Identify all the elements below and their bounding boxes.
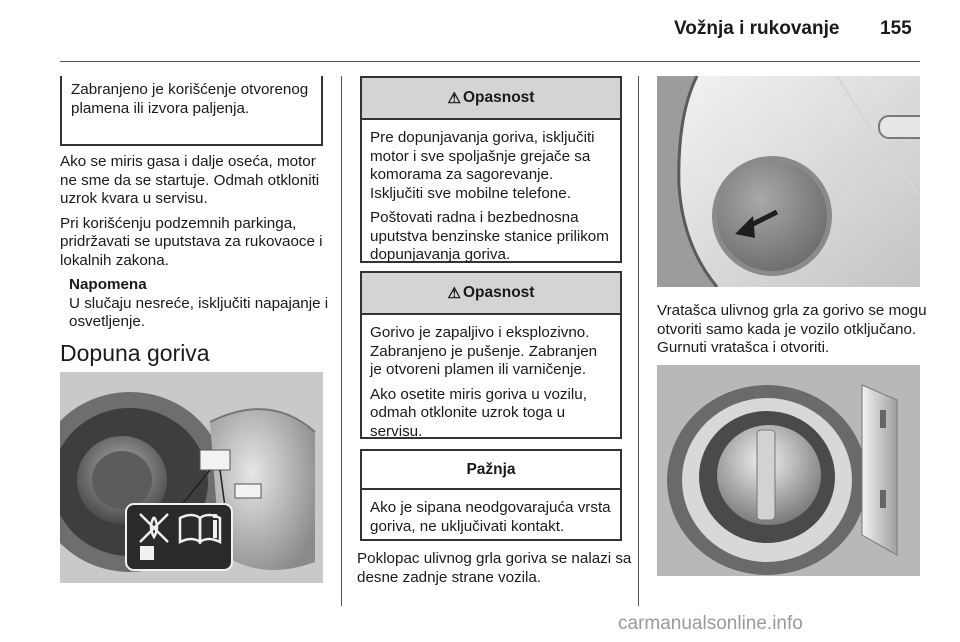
warning-box-2 [360, 271, 622, 439]
figure-caption: Vratašca ulivnog grla za gorivo se mogu otvoriti samo kada je vozilo otključano. Gurnuti vratašca i otvoriti. [657, 302, 927, 356]
column-divider-2 [638, 76, 639, 606]
column-3-caption [657, 302, 927, 358]
warning-header [362, 273, 620, 315]
paragraph: Pri korišćenju podzemnih parkinga, pridržavati se uputstava za rukovaoce i lokalnih zakona. [60, 214, 323, 269]
warning-text: Isključiti sve mobilne telefone. [370, 184, 571, 202]
section-title: Dopuna goriva [60, 340, 210, 366]
fuel-filler-label-photo [60, 372, 323, 583]
warning-box-1 [360, 76, 622, 263]
caution-text: Ako je sipana neodgovarajuća vrsta goriva, ne uključivati kontakt. [370, 499, 611, 535]
column-1-text [60, 153, 335, 332]
header-rule [60, 61, 920, 62]
warning-text: Ako osetite miris goriva u vozilu, odmah otklonite uzrok toga u servisu. [370, 385, 587, 440]
caution-body [362, 490, 620, 544]
warning-text: Gorivo je zapaljivo i eksplozivno. Zabranjeno je pušenje. Zabranjen je otvoreni plamen ili varničenje. [370, 324, 598, 378]
box-text: Zabranjeno je korišćenje otvorenog plamena ili izvora paljenja. [71, 81, 309, 117]
note [60, 276, 335, 332]
warning-title: Opasnost [462, 89, 535, 106]
fuel-door-closed-photo [657, 76, 920, 287]
fuel-filler-label-illustration [60, 372, 323, 583]
column-2-caption [357, 550, 637, 587]
warning-triangle-icon: ⚠ [447, 285, 461, 302]
warning-body [362, 315, 620, 449]
warning-text: Pre dopunjavanja goriva, isključiti motor i sve spoljašnje grejače sa komorama za sagorevanje. [370, 129, 595, 183]
warning-triangle-icon: ⚠ [447, 90, 461, 107]
warning-title: Opasnost [462, 284, 535, 301]
warning-body [362, 120, 620, 273]
fuel-door-closed-illustration [657, 76, 920, 287]
caution-box [360, 449, 622, 541]
fuel-door-open-photo [657, 365, 920, 576]
column-divider-1 [341, 76, 342, 606]
note-title: Napomena [69, 276, 147, 293]
fuel-cap-open-illustration [657, 365, 920, 576]
note-text: U slučaju nesreće, isključiti napajanje i osvetljenje. [69, 294, 329, 330]
watermark: carmanualsonline.info [618, 613, 803, 634]
figure-caption: Poklopac ulivnog grla goriva se nalazi sa desne zadnje strane vozila. [357, 550, 632, 586]
page-number: 155 [880, 18, 912, 39]
caution-header: Pažnja [362, 451, 620, 490]
paragraph: Ako se miris gasa i dalje oseća, motor ne sme da se startuje. Odmah otkloniti uzrok kvara u servisu. [60, 153, 320, 207]
warning-text: Poštovati radna i bezbednosna uputstva benzinske stanice prilikom dopunjavanja goriva. [370, 209, 609, 263]
running-header-title: Vožnja i rukovanje [674, 18, 840, 39]
warning-box-continued [60, 76, 323, 146]
warning-header [362, 78, 620, 120]
